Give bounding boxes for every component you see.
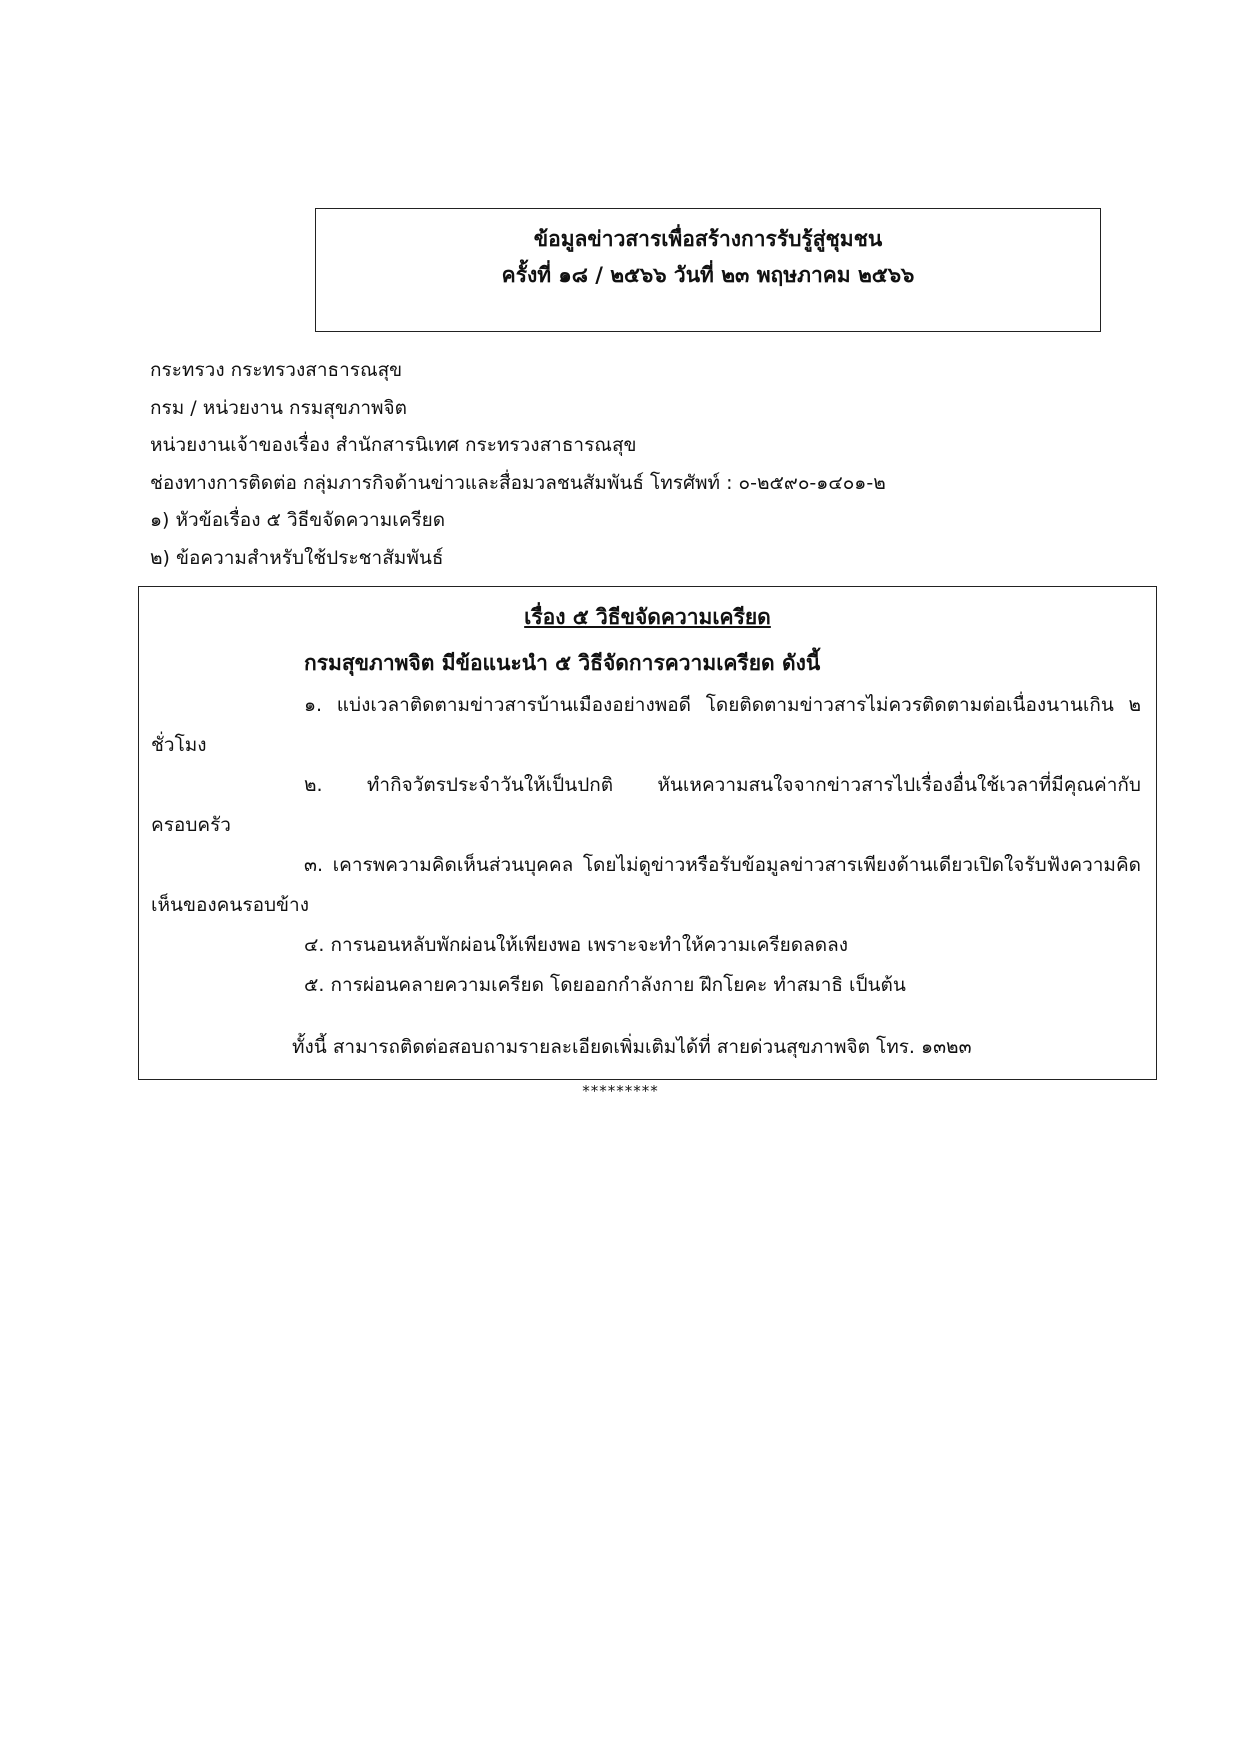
info-ministry: กระทรวง กระทรวงสาธารณสุข [150,359,403,381]
info-section [150,352,1110,577]
content-intro: กรมสุขภาพจิต มีข้อแนะนำ ๕ วิธีจัดการความเครียด ดังนี้ [304,651,821,675]
header-issue-line: ครั้งที่ ๑๘ / ๒๕๖๖ วันที่ ๒๓ พฤษภาคม ๒๕๖๖ [501,263,915,287]
content-box [138,586,1157,1080]
info-contact: ช่องทางการติดต่อ กลุ่มภารกิจด้านข่าวและสื่อมวลชนสัมพันธ์ โทรศัพท์ : ๐-๒๕๙๐-๑๔๐๑-๒ [150,471,886,494]
info-department: กรม / หน่วยงาน กรมสุขภาพจิต [150,396,408,419]
info-message-label: ๒) ข้อความสำหรับใช้ประชาสัมพันธ์ [150,546,444,569]
content-title: เรื่อง ๕ วิธีขจัดความเครียด [524,605,771,629]
header-title: ข้อมูลข่าวสารเพื่อสร้างการรับรู้สู่ชุมชน [533,227,883,251]
list-item: ๕. การผ่อนคลายความเครียด โดยออกกำลังกาย ฝึกโยคะ ทำสมาธิ เป็นต้น [304,974,906,996]
list-item: ๓. เคารพความคิดเห็นส่วนบุคคล โดยไม่ดูข่าวหรือรับข้อมูลข่าวสารเพียงด้านเดียวเปิดใจรับฟังความคิดเห็นของคนรอบข้าง [151,854,1141,916]
list-item: ๔. การนอนหลับพักผ่อนให้เพียงพอ เพราะจะทำให้ความเครียดลดลง [304,934,849,956]
content-closing: ทั้งนี้ สามารถติดต่อสอบถามรายละเอียดเพิ่มเติมได้ที่ สายด่วนสุขภาพจิต โทร. ๑๓๒๓ [292,1036,972,1058]
end-mark: ********* [582,1082,659,1100]
content-items [151,685,1141,1005]
list-item: ๑. แบ่งเวลาติดตามข่าวสารบ้านเมืองอย่างพอดี โดยติดตามข่าวสารไม่ควรติดตามต่อเนื่องนานเกิน ๒ ชั่วโมง [151,694,1141,756]
info-topic: ๑) หัวข้อเรื่อง ๕ วิธีขจัดความเครียด [150,509,446,531]
list-item: ๒. ทำกิจวัตรประจำวันให้เป็นปกติ หันเหความสนใจจากข่าวสารไปเรื่องอื่นใช้เวลาที่มีคุณค่ากับครอบครัว [151,774,1141,836]
info-owner-unit: หน่วยงานเจ้าของเรื่อง สำนักสารนิเทศ กระทรวงสาธารณสุข [150,434,637,456]
header-box [315,208,1101,332]
